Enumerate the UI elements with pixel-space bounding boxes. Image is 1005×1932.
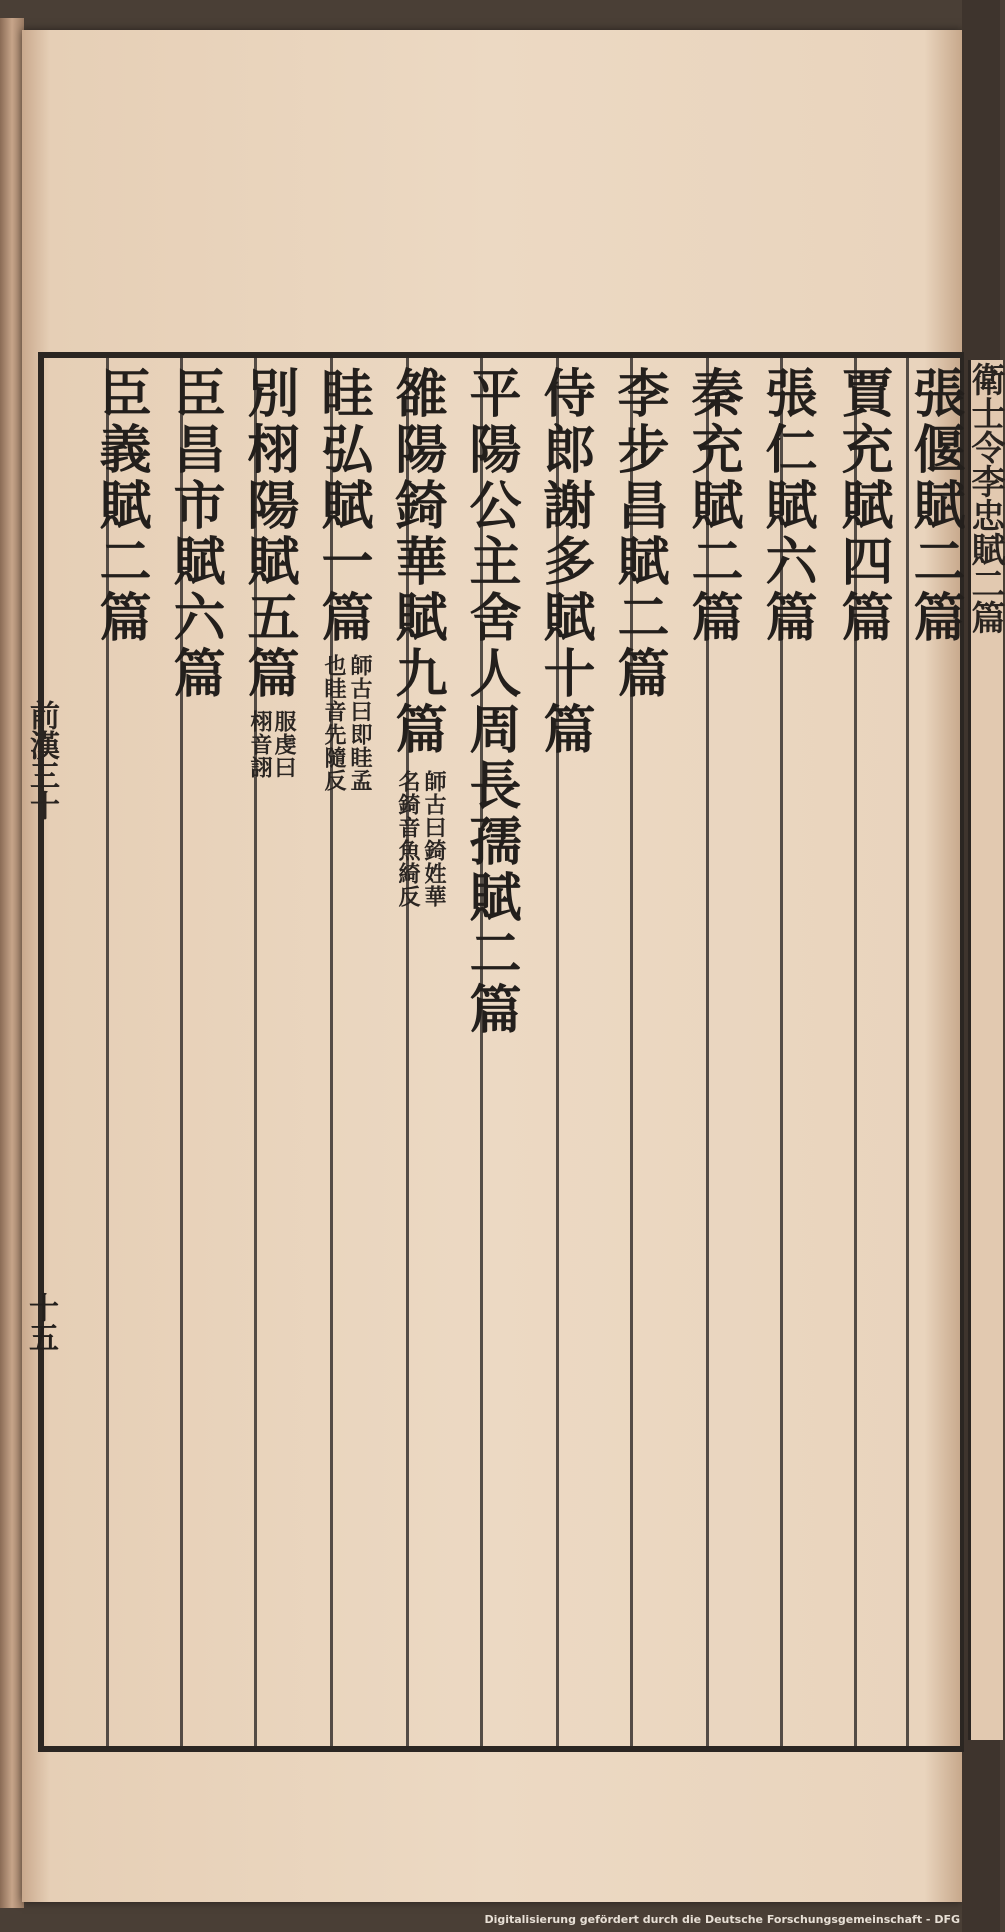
- text-column-7: 平陽公主舍人周長孺賦二篇: [460, 366, 521, 1038]
- annotation-10b: 栩音詡: [247, 710, 273, 779]
- text-column-5: 李步昌賦二篇: [608, 366, 669, 702]
- text-column-11: 臣昌市賦六篇: [164, 366, 225, 702]
- book-spine-edge: [0, 18, 24, 1908]
- neighbor-page-text: 衛士令李忠賦二篇: [965, 362, 1005, 634]
- annotation-8a: 師古曰錡姓華: [421, 770, 447, 908]
- leaf-number: 十五: [23, 1292, 58, 1352]
- annotation-9b: 也眭音先隨反: [321, 654, 347, 792]
- text-column-2: 賈充賦四篇: [832, 366, 893, 646]
- annotation-9a: 師古曰即眭孟: [347, 654, 373, 792]
- annotation-8b: 名錡音魚綺反: [395, 770, 421, 908]
- text-column-4: 秦充賦二篇: [682, 366, 743, 646]
- text-column-1: 張偃賦二篇: [904, 366, 965, 646]
- text-column-8: 雒陽錡華賦九篇: [386, 366, 447, 758]
- text-column-9: 眭弘賦一篇: [312, 366, 373, 646]
- text-frame: [38, 352, 964, 1752]
- fold-title: 前漢三十: [24, 700, 59, 820]
- digitization-credit: Digitalisierung gefördert durch die Deutsche Forschungsgemeinschaft - DFG: [484, 1913, 960, 1926]
- text-column-10: 別栩陽賦五篇: [238, 366, 299, 702]
- annotation-10a: 服虔曰: [271, 710, 297, 779]
- text-column-6: 侍郎謝多賦十篇: [534, 366, 595, 758]
- text-column-12: 臣義賦二篇: [90, 366, 151, 646]
- text-column-3: 張仁賦六篇: [756, 366, 817, 646]
